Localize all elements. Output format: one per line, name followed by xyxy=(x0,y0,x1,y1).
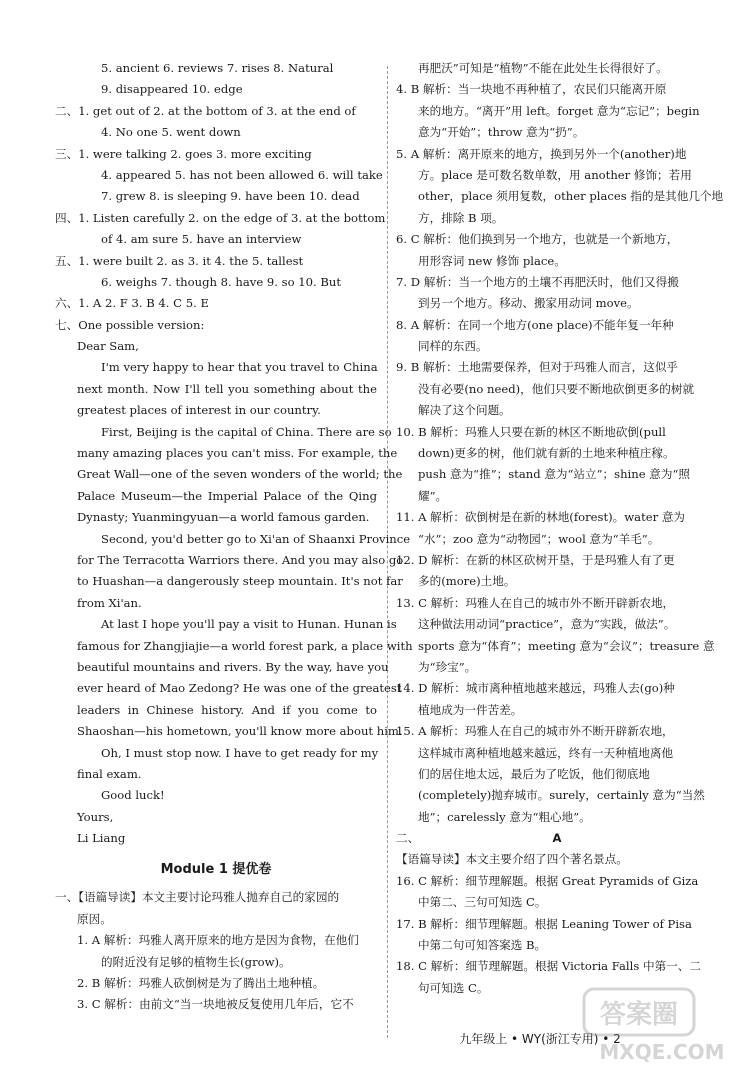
right-line: 14. D 解析：城市离种植地越来越远，玛雅人去(go)种 xyxy=(396,681,675,696)
right-line: 10. B 解析：玛雅人只要在新的林区不断地砍倒(pull xyxy=(396,424,666,439)
right-line: 8. A 解析：在同一个地方(one place)不能年复一年种 xyxy=(396,317,674,332)
right-line: 这种做法用动词“practice”，意为“实践，做法”。 xyxy=(418,617,676,632)
left-line: 9. disappeared 10. edge xyxy=(101,82,243,97)
analysis-line: 的附近没有足够的植物生长(grow)。 xyxy=(101,954,291,969)
section-heading xyxy=(396,828,718,849)
right-line: 没有必要(no need)，他们只要不断地砍倒更多的树就 xyxy=(418,381,695,396)
left-line: 五、1. were built 2. as 3. it 4. the 5. tallest xyxy=(55,253,304,268)
left-line: to Huashan—a dangerously steep mountain. It's not far xyxy=(77,574,403,589)
right-line: “水”；zoo 意为“动物园”；wool 意为“羊毛”。 xyxy=(418,531,660,546)
left-line: leaders in Chinese history. And if you come to xyxy=(77,702,377,717)
left-line: 4. No one 5. went down xyxy=(101,125,241,140)
svg-text:MXQE.COM: MXQE.COM xyxy=(599,1040,725,1064)
right-line: 11. A 解析：砍倒树是在新的林地(forest)。water 意为 xyxy=(396,510,686,525)
right-line: 5. A 解析：离开原来的地方，换到另外一个(another)地 xyxy=(396,146,687,161)
analysis-line: 原因。 xyxy=(77,911,112,926)
right-line: sports 意为“体育”；meeting 意为“会议”；treasure 意 xyxy=(418,638,715,653)
left-line: Shaoshan—his hometown, you'll know more about him. xyxy=(77,724,403,739)
right-line: 12. D 解析：在新的林区砍树开垦，于是玛雅人有了更 xyxy=(396,552,675,567)
right-column xyxy=(396,58,724,999)
right-line: 用形容词 new 修饰 place。 xyxy=(418,253,566,268)
left-line: greatest places of interest in our country. xyxy=(77,403,321,418)
left-line: Palace Museum—the Imperial Palace of the Qing xyxy=(77,488,377,503)
left-line: final exam. xyxy=(77,766,142,781)
left-line: 7. grew 8. is sleeping 9. have been 10. dead xyxy=(101,189,360,204)
section-label: 二、 xyxy=(396,831,420,846)
right-line: 解决了这个问题。 xyxy=(418,403,511,418)
left-line: 5. ancient 6. reviews 7. rises 8. Natural xyxy=(101,61,334,75)
right-line: 方，排除 B 项。 xyxy=(418,210,504,225)
left-line: Good luck! xyxy=(101,788,165,803)
left-line: next month. Now I'll tell you something about the xyxy=(77,381,377,396)
right-bottom-lines xyxy=(396,849,718,999)
svg-text:答案圈: 答案圈 xyxy=(599,1000,679,1030)
right-bottom-line: 18. C 解析：细节理解题。根据 Victoria Falls 中第一、二 xyxy=(396,959,701,974)
left-line: ever heard of Mao Zedong? He was one of the greatest xyxy=(77,681,402,696)
right-line: 耀”。 xyxy=(418,488,448,503)
left-line: At last I hope you'll pay a visit to Hunan. Hunan is xyxy=(101,617,397,632)
right-bottom-line: 中第二、三句可知选 C。 xyxy=(418,895,547,910)
left-line: Second, you'd better go to Xi'an of Shaanxi Province xyxy=(101,531,411,546)
left-line: Great Wall—one of the seven wonders of the world; the xyxy=(77,467,403,482)
right-line: 13. C 解析：玛雅人在自己的城市外不断开辟新农地， xyxy=(396,595,675,610)
left-line: 四、1. Listen carefully 2. on the edge of 3. at the bottom xyxy=(55,210,386,225)
section-sub-label: A xyxy=(552,831,562,846)
right-line: 7. D 解析：当一个地方的土壤不再肥沃时，他们又得搬 xyxy=(396,274,679,289)
right-bottom-line: 句可知选 C。 xyxy=(418,980,489,995)
right-line: 再肥沃”可知是“植物”不能在此处生长得很好了。 xyxy=(418,61,668,75)
left-line: Oh, I must stop now. I have to get ready for my xyxy=(101,745,379,760)
right-line: 地”；carelessly 意为“粗心地”。 xyxy=(418,809,591,824)
left-line: Yours, xyxy=(77,809,114,824)
right-line: 来的地方。“离开”用 left。forget 意为“忘记”；begin xyxy=(418,103,700,118)
right-bottom-line: 中第二句可知答案选 B。 xyxy=(418,938,547,953)
left-line: many amazing places you can't miss. For example, the xyxy=(77,446,398,461)
left-line: for The Terracotta Warriors there. And you may also go xyxy=(77,552,404,567)
left-line: First, Beijing is the capital of China. There are so xyxy=(101,424,392,439)
module-title: Module 1 提优卷 xyxy=(160,862,272,878)
left-line: beautiful mountains and rivers. By the way, have you xyxy=(77,659,389,674)
right-line: other，place 须用复数，other places 指的是其他几个地 xyxy=(418,189,724,204)
right-line: (completely)抛弃城市。surely，certainly 意为“当然 xyxy=(418,788,705,803)
left-line: famous for Zhangjiajie—a world forest park, a place with xyxy=(77,638,413,653)
footer-text: 九年级上 • WY(浙江专用) • 2 xyxy=(459,1032,621,1046)
right-line: 同样的东西。 xyxy=(418,339,488,354)
analysis-line: 2. B 解析：玛雅人砍倒树是为了腾出土地种植。 xyxy=(77,976,325,991)
analysis-line: 1. A 解析：玛雅人离开原来的地方是因为食物，在他们 xyxy=(77,933,359,948)
left-line: 二、1. get out of 2. at the bottom of 3. at the end of xyxy=(55,103,356,118)
right-line: 6. C 解析：他们换到另一个地方，也就是一个新地方， xyxy=(396,232,679,247)
right-line: 9. B 解析：土地需要保养，但对于玛雅人而言，这似乎 xyxy=(396,360,679,375)
right-line: 植地成为一件苦差。 xyxy=(418,702,523,717)
left-line: 6. weighs 7. though 8. have 9. so 10. But xyxy=(101,274,342,289)
analysis-line: 3. C 解析：由前文“当一块地被反复使用几年后，它不 xyxy=(77,997,354,1012)
left-line: of 4. am sure 5. have an interview xyxy=(101,232,302,247)
left-line: 三、1. were talking 2. goes 3. more exciting xyxy=(55,146,312,161)
left-line: Dear Sam, xyxy=(77,339,139,354)
right-line: 们的居住地太远，最后为了吃饭，他们彻底地 xyxy=(418,766,650,781)
right-line: 为“珍宝”。 xyxy=(418,659,477,674)
left-column xyxy=(55,58,413,1016)
right-line: push 意为“推”；stand 意为“站立”；shine 意为“照 xyxy=(418,467,690,482)
right-bottom-line: 16. C 解析：细节理解题。根据 Great Pyramids of Giza xyxy=(396,873,699,888)
right-line: 到另一个地方。移动、搬家用动词 move。 xyxy=(418,296,639,311)
right-line: 这样城市离种植地越来越远，终有一天种植地离他 xyxy=(418,745,674,760)
right-bottom-line: 【语篇导读】本文主要介绍了四个著名景点。 xyxy=(396,852,628,867)
right-line: 15. A 解析：玛雅人在自己的城市外不断开辟新农地， xyxy=(396,724,674,739)
right-line: down)更多的树，他们就有新的土地来种植庄稼。 xyxy=(418,446,675,461)
left-line: 七、One possible version: xyxy=(55,317,205,332)
analysis-line: 一、【语篇导读】本文主要讨论玛雅人抛弃自己的家园的 xyxy=(55,890,340,905)
right-line: 意为“开始”；throw 意为“扔”。 xyxy=(418,125,585,140)
watermark-logo xyxy=(582,985,742,1065)
left-line: 4. appeared 5. has not been allowed 6. will take xyxy=(101,167,383,182)
reading-analysis-lines xyxy=(55,887,377,1015)
right-line: 4. B 解析：当一块地不再种植了，农民们只能离开原 xyxy=(396,82,667,97)
right-answer-lines xyxy=(396,58,724,828)
left-line: Li Liang xyxy=(77,831,126,846)
left-line: I'm very happy to hear that you travel to China xyxy=(101,360,378,375)
right-line: 方。place 是可数名数单数，用 another 修饰；若用 xyxy=(418,167,692,182)
left-answer-lines xyxy=(55,58,413,849)
left-line: 六、1. A 2. F 3. B 4. C 5. E xyxy=(55,296,209,311)
left-line: from Xi'an. xyxy=(77,595,142,610)
right-bottom-line: 17. B 解析：细节理解题。根据 Leaning Tower of Pisa xyxy=(396,916,692,931)
right-line: 多的(more)土地。 xyxy=(418,574,516,589)
left-line: Dynasty; Yuanmingyuan—a world famous garden. xyxy=(77,510,370,525)
